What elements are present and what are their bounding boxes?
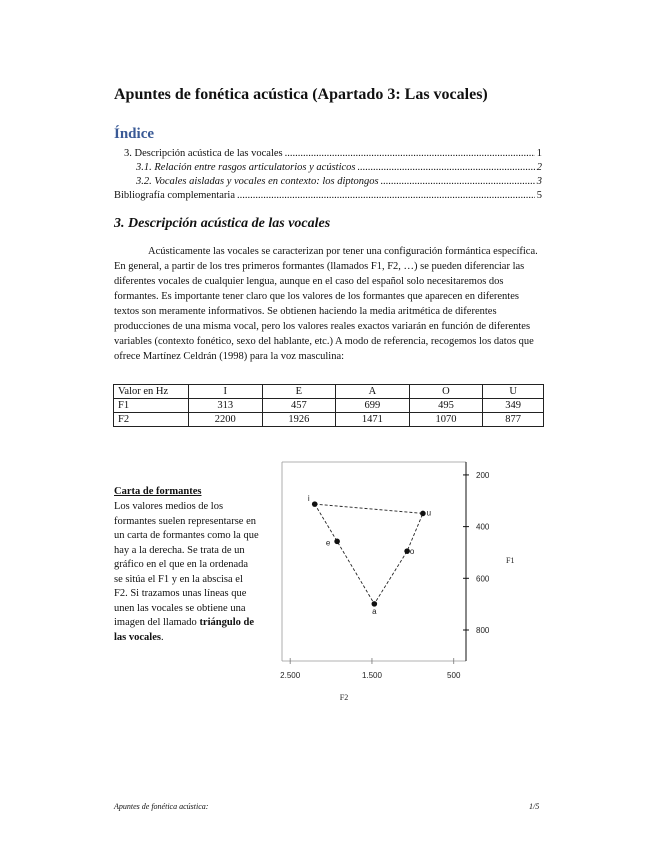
y-tick-label: 200 (476, 470, 490, 480)
formant-table (113, 384, 544, 427)
footer-page-number: 1/5 (529, 802, 540, 811)
table-row (114, 413, 544, 427)
footer-title: Apuntes de fonética acústica: (114, 802, 209, 811)
table-cell: 2200 (189, 413, 263, 427)
table-cell: F2 (114, 413, 189, 427)
sidebar-heading: Carta de formantes (114, 486, 202, 497)
table-of-contents (114, 147, 542, 203)
toc-leader-dots (358, 161, 535, 175)
toc-entry[interactable] (114, 189, 542, 203)
vowel-point-i (312, 501, 318, 507)
toc-leader-dots (237, 189, 535, 203)
toc-leader-dots (381, 175, 535, 189)
y-axis-label: F1 (506, 556, 515, 565)
x-axis-label: F2 (339, 693, 349, 702)
vowel-point-label: i (307, 494, 310, 504)
table-cell: 313 (189, 399, 263, 413)
table-cell: 1926 (262, 413, 336, 427)
toc-entry[interactable] (114, 147, 542, 161)
toc-entry-text: 3. Descripción acústica de las vocales (124, 148, 283, 159)
x-tick-label: 2.500 (280, 671, 301, 680)
toc-entry-text: Bibliografía complementaria (114, 190, 235, 201)
toc-heading: Índice (114, 126, 155, 142)
vowel-point-a (372, 601, 378, 607)
section-paragraph: Acústicamente las vocales se caracterizan por tener una configuración formántica específica. En general, a partir de los tres primeros formantes (llamados F1, F2, …) se pueden diferenciar las diferentes vocales de cualquier lengua, aunque en el caso del español solo necesitaremos dos formantes. Es importante tener claro que los valores de los formantes que aparecen en diferentes textos son meramente informativos. Se obtienen haciendo la media aritmética de diferentes producciones de una misma vocal, pero los valores reales exactos variarán en función de diferentes variables (contexto fonético, sexo del hablante, etc.) A modo de referencia, recogemos los datos que ofrece Martínez Celdrán (1998) para la voz masculina: (114, 246, 538, 362)
table-cell: 699 (336, 399, 410, 413)
table-cell: 877 (483, 413, 544, 427)
y-tick-label: 400 (476, 522, 490, 532)
table-cell: 349 (483, 399, 544, 413)
formant-chart (260, 460, 540, 710)
x-tick-label: 1.500 (361, 671, 382, 680)
toc-entry-page: 5 (536, 190, 542, 201)
toc-entry-page: 1 (536, 148, 542, 159)
table-cell: 457 (262, 399, 336, 413)
vowel-point-label: e (325, 538, 331, 548)
table-header-cell: E (262, 385, 336, 399)
table-row (114, 399, 544, 413)
toc-entry[interactable] (114, 175, 542, 189)
table-header-cell: Valor en Hz (114, 385, 189, 399)
vowel-point-e (334, 539, 340, 545)
sidebar-text-body: Los valores medios de los formantes suelen representarse en un carta de formantes como la que hay a la derecha. Se trata de un gráfico en el que en la ordenada se sitúa el F1 y en la abscisa el F2. Si trazamos unas líneas que unen las vocales se obtiene una imagen del llamado (114, 501, 259, 628)
vowel-point-label: u (426, 508, 432, 518)
vowel-points (308, 494, 431, 616)
table-cell: 1070 (409, 413, 483, 427)
table-header-cell: A (336, 385, 410, 399)
sidebar-text (114, 500, 259, 645)
vowel-triangle-line (315, 504, 423, 604)
toc-entry-page: 3 (536, 176, 542, 187)
toc-entry[interactable] (114, 161, 542, 175)
toc-entry-text: 3.1. Relación entre rasgos articulatorios y acústicos (136, 162, 356, 173)
y-axis (463, 471, 490, 635)
table-header-row (114, 385, 544, 399)
vowel-point-label: a (372, 606, 377, 616)
section-heading: 3. Descripción acústica de las vocales (114, 216, 331, 231)
vowel-point-label: o (409, 547, 415, 557)
y-tick-label: 600 (476, 574, 490, 584)
x-tick-label: 500 (447, 671, 461, 680)
sidebar-text-end: . (160, 631, 164, 643)
table-cell: 495 (409, 399, 483, 413)
toc-entry-text: 3.2. Vocales aisladas y vocales en contexto: los diptongos (136, 176, 379, 187)
document-title: Apuntes de fonética acústica (Apartado 3: Las vocales) (114, 86, 488, 103)
toc-entry-page: 2 (536, 162, 542, 173)
table-header-cell: I (189, 385, 263, 399)
y-tick-label: 800 (476, 625, 490, 635)
table-header-cell: O (409, 385, 483, 399)
table-cell: F1 (114, 399, 189, 413)
sidebar-emphasis: triángulo de las vocales (114, 617, 254, 643)
vowel-point-u (420, 511, 426, 517)
table-cell: 1471 (336, 413, 410, 427)
toc-leader-dots (285, 147, 535, 161)
table-header-cell: U (483, 385, 544, 399)
